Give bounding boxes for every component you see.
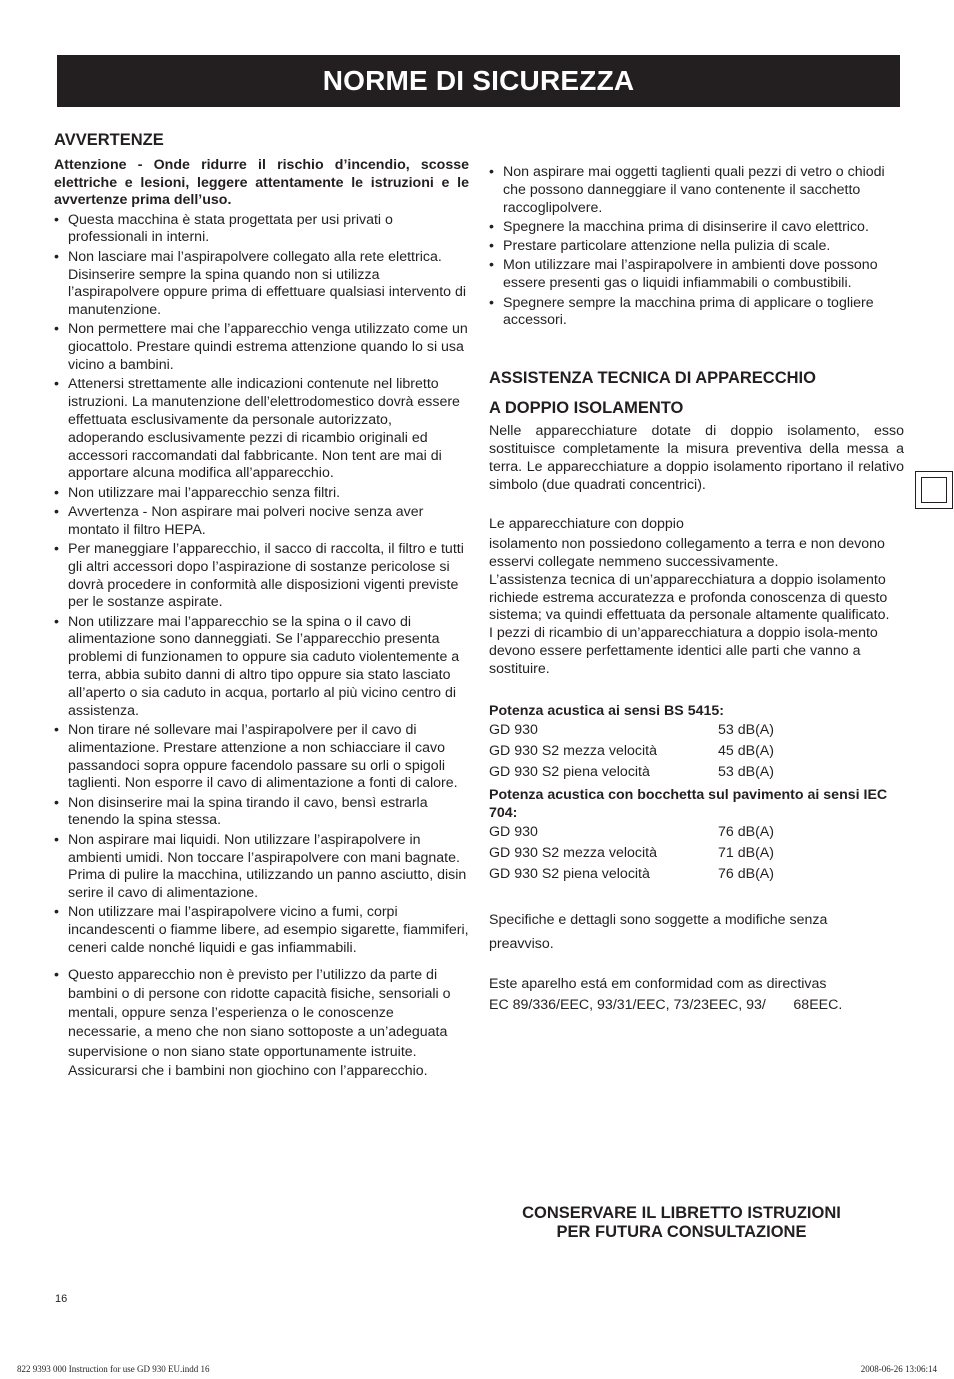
assistance-paragraph: L’assistenza tecnica di un’apparecchiatura a doppio isolamento richiede estrema accuratezza e profonda conoscenza di questo sistema; va quindi effettuata da personale altamente qualificato. bbox=[489, 571, 890, 624]
conformity-text: Este aparelho está em conformidad com as directivas bbox=[489, 975, 827, 992]
spec-heading: Potenza acustica con bocchetta sul pavimento ai sensi IEC 704: bbox=[489, 786, 888, 821]
spec-heading: Potenza acustica ai sensi BS 5415: bbox=[489, 702, 724, 719]
bullet-icon: • bbox=[54, 376, 59, 393]
bullet-icon: • bbox=[54, 321, 59, 338]
list-item: • Prestare particolare attenzione nella pulizia di scale. bbox=[489, 238, 831, 255]
spec-row: GD 930 76 dB(A) bbox=[489, 823, 774, 840]
keep-manual-notice: CONSERVARE IL LIBRETTO ISTRUZIONI PER FUTURA CONSULTAZIONE bbox=[522, 1204, 841, 1241]
bullet-icon: • bbox=[54, 904, 59, 921]
bullet-icon: • bbox=[54, 721, 59, 738]
list-item: • Non disinserire mai la spina tirando il cavo, bensì estrarla tenendo la spina stessa. bbox=[54, 794, 428, 829]
spec-row: GD 930 S2 mezza velocità 45 dB(A) bbox=[489, 742, 774, 759]
bullet-icon: • bbox=[54, 794, 59, 811]
list-item: • Spegnere sempre la macchina prima di applicare o togliere accessori. bbox=[489, 294, 874, 329]
list-item: • Non utilizzare mai l’aspirapolvere vicino a fumi, corpi incandescenti o fiamme libere, ad esempio sigarette, fiammiferi, ceneri calde nonché liquidi e gas infiammabili. bbox=[54, 904, 469, 957]
list-item: • Mon utilizzare mai l’aspirapolvere in ambienti dove possono essere presenti gas o liquidi infiammabili o combustibili. bbox=[489, 257, 878, 292]
assistance-paragraph: Nelle apparecchiature dotate di doppio isolamento, esso sostituisce completamente la misura preventiva della messa a terra. Le apparecchiature a doppio isolamento riportano il relativo simbolo (due quadrati concentrici). bbox=[489, 423, 904, 493]
right-column bbox=[489, 164, 904, 1016]
footer-timestamp: 2008-06-26 13:06:14 bbox=[860, 1364, 937, 1374]
bullet-icon: • bbox=[54, 540, 59, 557]
warnings-heading: AVVERTENZE bbox=[54, 131, 164, 149]
list-item: • Avvertenza - Non aspirare mai polveri nocive senza aver montato il filtro HEPA. bbox=[54, 503, 424, 538]
list-item: • Non aspirare mai liquidi. Non utilizzare l’aspirapolvere in ambienti umidi. Non toccare l’aspirapolvere con mani bagnate. Prima di pulire la macchina, utilizzando un panno asciutto, disin serire il cavo di alimentazione. bbox=[54, 831, 467, 902]
bullet-icon: • bbox=[489, 164, 494, 180]
list-item: • Questo apparecchio non è previsto per l’utilizzo da parte di bambini o di persone con ridotte capacità fisiche, sensoriali o mentali, oppure senza l’esperienza o le conoscenze necessarie, a meno che non siano sottoposte a un’adeguata supervisione o non siano state opportunamente istruite. Assicurarsi che i bambini non giochino con l’apparecchio. bbox=[54, 966, 451, 1079]
bullet-icon: • bbox=[489, 257, 494, 274]
assistance-section bbox=[489, 423, 904, 678]
conformity-text: EC 89/336/EEC, 93/31/EEC, 73/23EEC, 93/ 68EEC. bbox=[489, 996, 843, 1013]
title-banner bbox=[57, 55, 900, 107]
assistance-paragraph: I pezzi di ricambio di un’apparecchiatura a doppio isola-mento devono essere perfettamente identici alle parti che vanno a sostituire. bbox=[489, 625, 878, 677]
page-title: NORME DI SICUREZZA bbox=[322, 65, 635, 96]
bullet-icon: • bbox=[54, 211, 59, 228]
list-item: • Non aspirare mai oggetti taglienti quali pezzi di vetro o chiodi che possono danneggiare il vano contenente il sacchetto raccoglipolvere. bbox=[489, 164, 885, 216]
spec-row: GD 930 S2 piena velocità 53 dB(A) bbox=[489, 763, 774, 780]
spec-row: GD 930 S2 mezza velocità 71 dB(A) bbox=[489, 844, 774, 861]
spec-note: Specifiche e dettagli sono soggette a modifiche senza bbox=[489, 911, 828, 928]
list-item: • Non utilizzare mai l’apparecchio senza filtri. bbox=[54, 484, 341, 501]
warnings-list-continued bbox=[489, 164, 904, 330]
bullet-icon: • bbox=[54, 484, 59, 501]
list-item: • Spegnere la macchina prima di disinserire il cavo elettrico. bbox=[489, 218, 869, 235]
bullet-icon: • bbox=[489, 238, 494, 255]
spec-row: GD 930 S2 piena velocità 76 dB(A) bbox=[489, 865, 774, 882]
bullet-icon: • bbox=[54, 831, 59, 848]
bullet-icon: • bbox=[489, 294, 494, 311]
assistance-heading-line2: A DOPPIO ISOLAMENTO bbox=[489, 399, 684, 418]
warnings-list bbox=[54, 212, 469, 1081]
list-item: • Non permettere mai che l’apparecchio venga utilizzato come un giocattolo. Prestare quindi estrema attenzione quando lo si usa vicino a bambini. bbox=[54, 321, 468, 374]
footer-file-info: 822 9393 000 Instruction for use GD 930 EU.indd 16 bbox=[17, 1364, 210, 1374]
bullet-icon: • bbox=[54, 613, 59, 630]
bullet-icon: • bbox=[54, 503, 59, 520]
list-item: • Non utilizzare mai l’apparecchio se la spina o il cavo di alimentazione sono danneggiati. Se l’apparecchio presenta problemi di funzionamen to oppure sia caduto violentemente a terra, abbia subito danni di altro tipo oppure sia stato lasciato all’aperto o sia caduto in acqua, portarlo al più vicino centro di assistenza. bbox=[54, 613, 460, 719]
bullet-icon: • bbox=[54, 966, 59, 983]
list-item: • Questa macchina è stata progettata per usi privati o professionali in interni. bbox=[54, 211, 393, 246]
assistance-paragraph: isolamento non possiedono collegamento a terra e non devono esservi collegate nemmeno successivamente. bbox=[489, 536, 885, 570]
bullet-icon: • bbox=[489, 218, 494, 235]
assistance-heading: ASSISTENZA TECNICA DI APPARECCHIO bbox=[489, 369, 816, 388]
bullet-icon: • bbox=[54, 248, 59, 265]
page-number: 16 bbox=[55, 1293, 68, 1305]
acoustic-specs bbox=[489, 702, 904, 885]
assistance-paragraph: Le apparecchiature con doppio bbox=[489, 516, 684, 533]
warnings-intro: Attenzione - Onde ridurre il rischio d’incendio, scosse elettriche e lesioni, leggere attentamente le istruzioni e le avvertenze prima dell’uso. bbox=[54, 157, 469, 209]
list-item: • Attenersi strettamente alle indicazioni contenute nel libretto istruzioni. La manutenzione dell’elettrodomestico dovrà essere effettuata esclusivamente da personale autorizzato, adoperando esclusivamente pezzi di ricambio originali ed accessori raccomandati dal fabbricante. Non tent are mai di apportare alcuna modifica all’apparecchio. bbox=[54, 376, 460, 482]
list-item: • Non tirare né sollevare mai l’aspirapolvere per il cavo di alimentazione. Prestare attenzione a non schiacciare il cavo passandoci sopra oppure facendolo passare su orli o spigoli taglienti. Non esporre il cavo di alimentazione a fonti di calore. bbox=[54, 721, 458, 792]
left-column bbox=[54, 131, 469, 1083]
spec-note: preavviso. bbox=[489, 935, 554, 952]
spec-row: GD 930 53 dB(A) bbox=[489, 721, 774, 738]
list-item: • Per maneggiare l’apparecchio, il sacco di raccolta, il filtro e tutti gli altri accessori dopo l’aspirazione di sostanze pericolose si dovrà procedere in conformità alle disposizioni vigenti previste per le sostanze aspirate. bbox=[54, 540, 464, 611]
list-item: • Non lasciare mai l’aspirapolvere collegato alla rete elettrica. Disinserire sempre la spina quando non si utilizza l’aspirapolvere oppure prima di effettuare qualsiasi intervento di manutenzione. bbox=[54, 248, 467, 319]
double-insulation-icon bbox=[915, 471, 953, 509]
